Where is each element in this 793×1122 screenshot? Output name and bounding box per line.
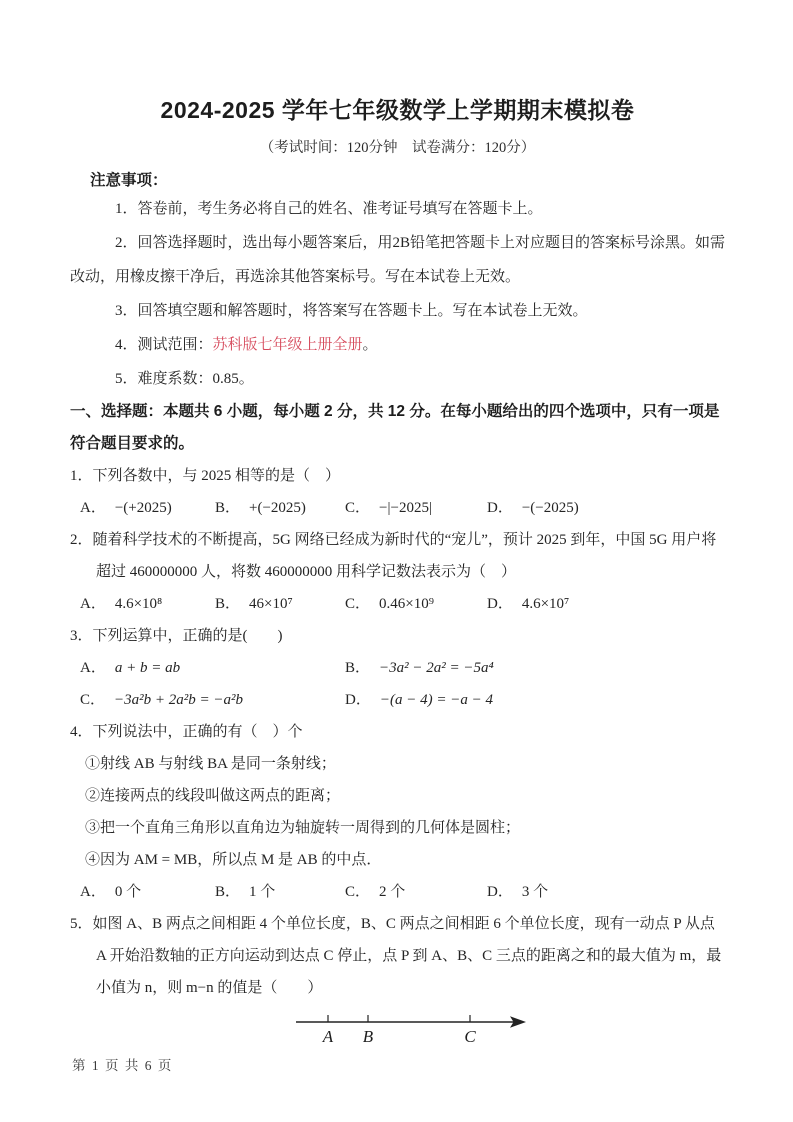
notice-item-4 bbox=[70, 328, 725, 362]
question-3-options-row-2 bbox=[70, 684, 725, 716]
option-label: C． bbox=[345, 500, 371, 516]
option-item bbox=[215, 492, 345, 524]
option-text: −(−2025) bbox=[521, 500, 579, 516]
option-text: −3a²b + 2a²b = −a²b bbox=[114, 692, 243, 708]
notice-item-3: 3．回答填空题和解答题时，将答案写在答题卡上。写在本试卷上无效。 bbox=[115, 303, 588, 319]
option-item bbox=[215, 588, 345, 620]
option-item bbox=[345, 684, 725, 716]
option-text: −|−2025| bbox=[379, 500, 432, 516]
option-text: 0.46×10⁹ bbox=[379, 596, 434, 612]
page-footer: 第 1 页 共 6 页 bbox=[72, 1058, 173, 1073]
option-label: D． bbox=[487, 884, 513, 900]
statement-item-1: ①射线 AB 与射线 BA 是同一条射线； bbox=[85, 756, 336, 772]
option-text: 3 个 bbox=[521, 884, 549, 900]
option-label: B． bbox=[215, 500, 241, 516]
statement-item-2: ②连接两点的线段叫做这两点的距离； bbox=[85, 788, 341, 804]
option-text: a + b = ab bbox=[114, 660, 181, 676]
option-label: D． bbox=[487, 596, 513, 612]
option-item bbox=[345, 652, 725, 684]
point-label-c: C bbox=[464, 1027, 476, 1046]
option-text: −(+2025) bbox=[114, 500, 172, 516]
option-item bbox=[80, 492, 215, 524]
option-item bbox=[80, 588, 215, 620]
exam-subtitle: （考试时间：120分钟 试卷满分：120分） bbox=[259, 140, 536, 156]
option-item bbox=[215, 876, 345, 908]
notice-item-4-suffix: 。 bbox=[362, 337, 378, 353]
option-label: A． bbox=[80, 596, 106, 612]
option-text: 46×10⁷ bbox=[249, 596, 293, 612]
section-heading: 一、选择题：本题共 6 小题，每小题 2 分，共 12 分。在每小题给出的四个选项中，只有一项是符合题目要求的。 bbox=[70, 403, 720, 452]
option-text: 4.6×10⁸ bbox=[114, 596, 163, 612]
option-item bbox=[487, 876, 725, 908]
option-label: A． bbox=[80, 500, 106, 516]
question-2-options bbox=[70, 588, 725, 620]
point-label-a: A bbox=[322, 1027, 334, 1046]
question-1-stem: 1．下列各数中，与 2025 相等的是（ ） bbox=[70, 468, 341, 484]
option-label: A． bbox=[80, 660, 106, 676]
question-5-stem: 5．如图 A、B 两点之间相距 4 个单位长度，B、C 两点之间相距 6 个单位长度，现有一动点 P 从点 A 开始沿数轴的正方向运动到达点 C 停止，点 P 到 A、B、C 三点的距离之和的最大值为 m，最小值为 n，则 m−n 的值是（ ） bbox=[70, 916, 722, 996]
question-1-options bbox=[70, 492, 725, 524]
page-title: 2024-2025 学年七年级数学上学期期末模拟卷 bbox=[160, 97, 635, 123]
notice-heading: 注意事项： bbox=[90, 172, 168, 189]
option-label: B． bbox=[345, 660, 371, 676]
notice-item-4-prefix: 4．测试范围： bbox=[115, 337, 213, 353]
numberline-svg bbox=[292, 1008, 532, 1052]
option-label: B． bbox=[215, 596, 241, 612]
question-3-stem: 3．下列运算中，正确的是( ) bbox=[70, 628, 283, 644]
question-3-options-row-1 bbox=[70, 652, 725, 684]
point-label-b: B bbox=[362, 1027, 374, 1046]
option-text: 0 个 bbox=[114, 884, 142, 900]
option-label: B． bbox=[215, 884, 241, 900]
option-item bbox=[80, 684, 345, 716]
question-4-options bbox=[70, 876, 725, 908]
option-label: D． bbox=[487, 500, 513, 516]
option-text: 2 个 bbox=[379, 884, 406, 900]
notice-item-1: 1．答卷前，考生务必将自己的姓名、准考证号填写在答题卡上。 bbox=[115, 201, 543, 217]
numberline-figure bbox=[292, 1008, 532, 1057]
option-label: C． bbox=[80, 692, 106, 708]
option-item bbox=[80, 876, 215, 908]
option-label: C． bbox=[345, 884, 371, 900]
notice-item-5: 5．难度系数：0.85。 bbox=[115, 371, 254, 387]
option-item bbox=[345, 588, 487, 620]
option-label: D． bbox=[345, 692, 371, 708]
option-text: −(a − 4) = −a − 4 bbox=[379, 692, 493, 708]
option-item bbox=[487, 492, 725, 524]
notice-item-4-scope: 苏科版七年级上册全册 bbox=[212, 337, 363, 353]
option-text: +(−2025) bbox=[249, 500, 306, 516]
option-label: C． bbox=[345, 596, 371, 612]
question-4-stem: 4．下列说法中，正确的有（ ）个 bbox=[70, 724, 303, 740]
option-label: A． bbox=[80, 884, 106, 900]
option-item bbox=[345, 492, 487, 524]
option-item bbox=[80, 652, 345, 684]
question-2-stem: 2．随着科学技术的不断提高，5G 网络已经成为新时代的“宠儿”，预计 2025 到年，中国 5G 用户将超过 460000000 人，将数 460000000 用科学记数法表示为（ ） bbox=[70, 532, 717, 580]
option-item bbox=[345, 876, 487, 908]
option-item bbox=[487, 588, 725, 620]
option-text: 4.6×10⁷ bbox=[521, 596, 570, 612]
statement-item-3: ③把一个直角三角形以直角边为轴旋转一周得到的几何体是圆柱； bbox=[85, 820, 521, 836]
statement-item-4: ④因为 AM = MB，所以点 M 是 AB 的中点． bbox=[85, 852, 382, 868]
notice-item-2: 2．回答选择题时，选出每小题答案后，用2B铅笔把答题卡上对应题目的答案标号涂黑。如需改动，用橡皮擦干净后，再选涂其他答案标号。写在本试卷上无效。 bbox=[70, 235, 726, 285]
option-text: −3a² − 2a² = −5a⁴ bbox=[379, 660, 494, 676]
option-text: 1 个 bbox=[249, 884, 276, 900]
